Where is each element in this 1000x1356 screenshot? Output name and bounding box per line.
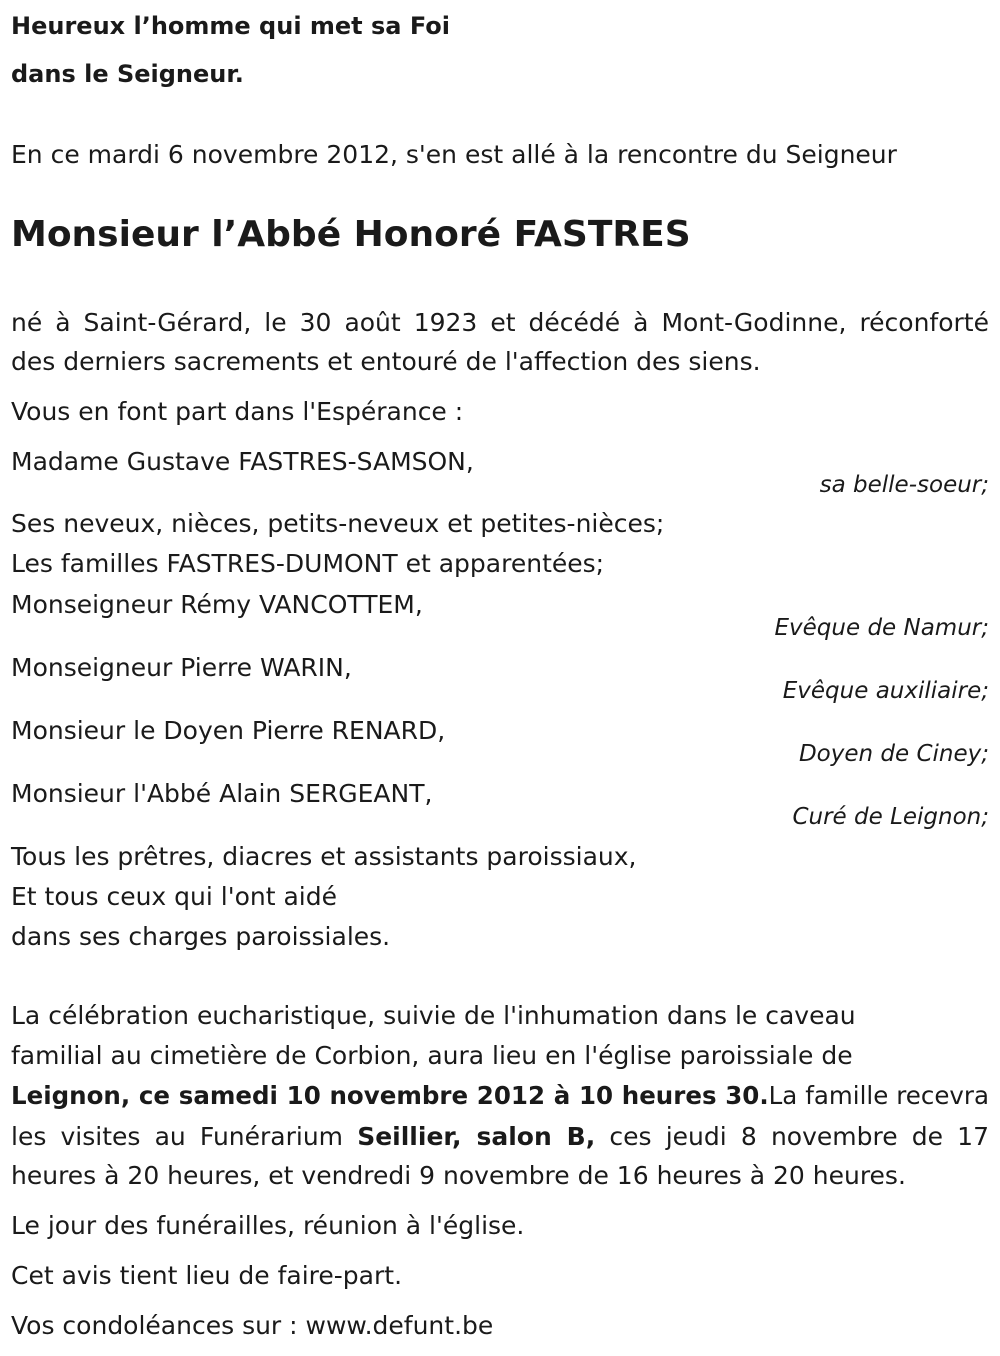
family-member-name: Madame Gustave FASTRES-SAMSON,: [11, 447, 474, 476]
family-member-name: Monsieur le Doyen Pierre RENARD,: [11, 716, 446, 745]
scripture-line-1: Heureux l’homme qui met sa Foi: [11, 12, 450, 40]
family-member-role: Curé de Leignon;: [792, 804, 989, 830]
deceased-name: Monsieur l’Abbé Honoré FASTRES: [11, 214, 691, 255]
ceremony-line-3: [11, 1080, 989, 1112]
family-group-line: Ses neveux, nièces, petits-neveux et petites-nièces;: [11, 509, 665, 538]
family-member-role: Evêque de Namur;: [774, 615, 989, 641]
ceremony-line-2: familial au cimetière de Corbion, aura lieu en l'église paroissiale de: [11, 1041, 853, 1070]
funeral-home-name: Seillier, salon B,: [357, 1122, 596, 1151]
intro-text: En ce mardi 6 novembre 2012, s'en est allé à la rencontre du Seigneur: [11, 140, 897, 169]
closing-line: Et tous ceux qui l'ont aidé: [11, 882, 338, 911]
notice-text: Cet avis tient lieu de faire-part.: [11, 1261, 403, 1290]
ceremony-visit-text: les visites au Funérarium: [11, 1122, 358, 1151]
ceremony-line-5: heures à 20 heures, et vendredi 9 novembre de 16 heures à 20 heures.: [11, 1161, 906, 1190]
ceremony-visit-dates: ces jeudi 8 novembre de 17: [595, 1122, 989, 1151]
ceremony-date-time: Leignon, ce samedi 10 novembre 2012 à 10 heures 30.: [11, 1081, 769, 1110]
family-member-role: Evêque auxiliaire;: [782, 678, 989, 704]
family-group-line: Les familles FASTRES-DUMONT et apparentées;: [11, 549, 605, 578]
condolences-text: Vos condoléances sur : www.defunt.be: [11, 1311, 494, 1340]
family-member-role: sa belle-soeur;: [819, 472, 989, 498]
ceremony-visit-intro: La famille recevra: [768, 1081, 989, 1110]
ceremony-line-4: [11, 1121, 989, 1153]
ceremony-line-1: La célébration eucharistique, suivie de l'inhumation dans le caveau: [11, 1001, 856, 1030]
family-member-role: Doyen de Ciney;: [798, 741, 989, 767]
family-member-name: Monseigneur Rémy VANCOTTEM,: [11, 590, 423, 619]
family-member-name: Monsieur l'Abbé Alain SERGEANT,: [11, 779, 433, 808]
closing-line: Tous les prêtres, diacres et assistants paroissiaux,: [11, 842, 637, 871]
birth-line-2: des derniers sacrements et entouré de l'affection des siens.: [11, 347, 761, 376]
scripture-line-2: dans le Seigneur.: [11, 60, 244, 88]
closing-line: dans ses charges paroissiales.: [11, 922, 391, 951]
announce-text: Vous en font part dans l'Espérance :: [11, 397, 464, 426]
birth-line-1: né à Saint-Gérard, le 30 août 1923 et décédé à Mont-Godinne, réconforté: [11, 308, 989, 337]
obituary-notice: [11, 0, 991, 1356]
family-member-name: Monseigneur Pierre WARIN,: [11, 653, 352, 682]
funeral-day-text: Le jour des funérailles, réunion à l'église.: [11, 1211, 525, 1240]
